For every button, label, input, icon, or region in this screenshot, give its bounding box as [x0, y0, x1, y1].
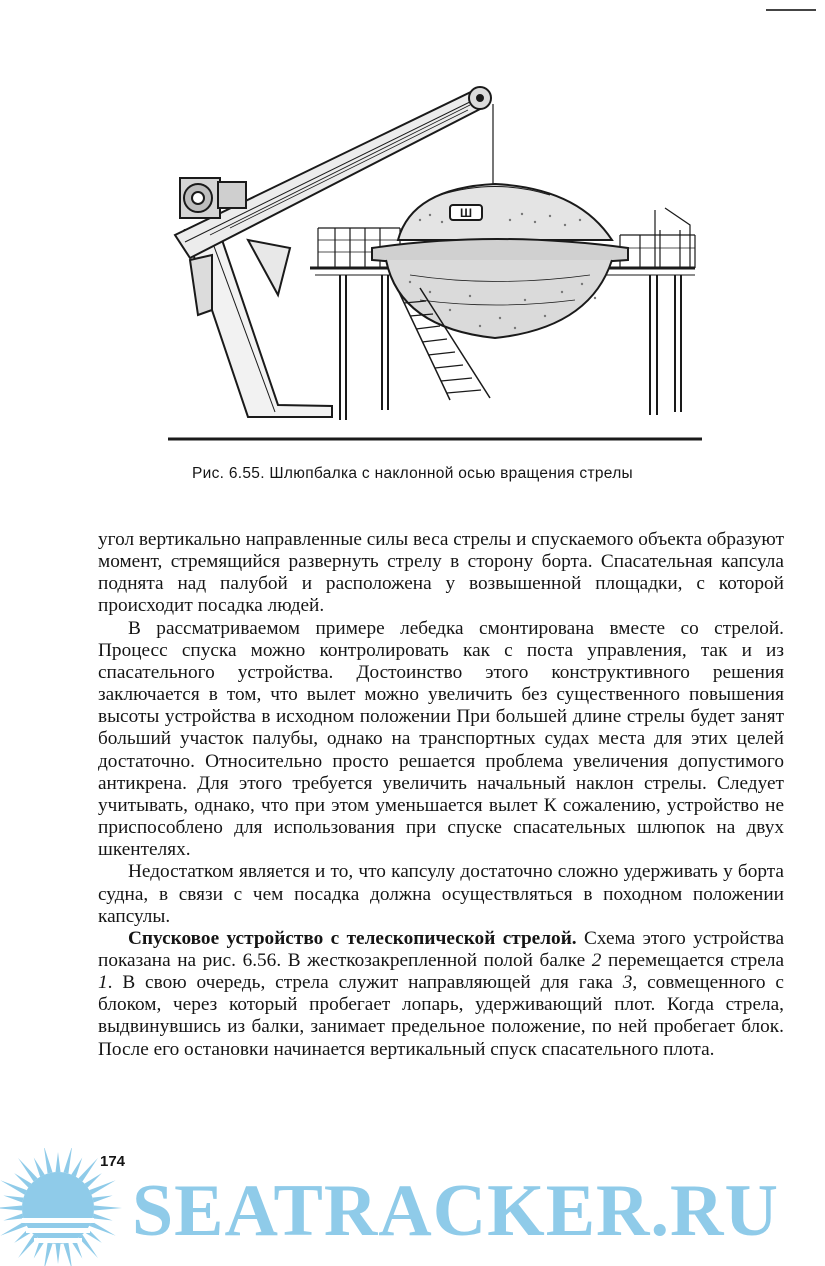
- text-run: 3: [622, 972, 633, 994]
- text-run: В рассматриваемом примере лебедка смонтирована вместе со стрелой. Процесс спуска можно контролировать как с поста управления, так и из спасательного устройства. Достоинство этого конструктивного решения заключается в том, что вылет можно увеличить без существенного повышения высоты устройства в исходном положении При большей длине стрелы будет занят больший участок палубы, однако на транспортных судах места для этих целей достаточно. Относительно просто решается проблема увеличения допустимого антикрена. Для этого требуется увеличить начальный наклон стрелы. Следует учитывать, однако, что при этом уменьшается вылет К сожалению, устройство не приспособлено для использования при спуске спасательных шлюпок на двух шкентелях.: [98, 617, 784, 861]
- paragraph-2: [98, 618, 784, 862]
- text-run: Недостатком является и то, что капсулу достаточно сложно удерживать у борта судна, в связи с чем посадка должна осуществляться в походном положении капсулы.: [98, 861, 784, 927]
- figure-caption: Рис. 6.55. Шлюпбалка с наклонной осью вращения стрелы: [191, 465, 633, 482]
- text-run: угол вертикально направленные силы веса стрелы и спускаемого объекта образуют момент, стремящийся развернуть стрелу в сторону борта. Спасательная капсула поднята над палубой и расположена у возвышенной площадки, с которой происходит посадка людей.: [98, 529, 784, 617]
- capsule-emblem: Ш: [459, 206, 473, 220]
- text-run: Схема этого устройства показана на рис. 6.56. В жесткозакрепленной полой балке: [98, 927, 784, 971]
- paragraph-4: [98, 928, 784, 1061]
- text-run: перемещается стрела: [601, 949, 785, 971]
- davit-illustration: [150, 70, 710, 450]
- page-number: 174: [100, 1153, 126, 1170]
- text-run: 2: [591, 949, 602, 971]
- sun-logo-icon: [0, 1148, 125, 1266]
- body-text: [98, 529, 784, 1061]
- text-run: . В свою очередь, стрела служит направляющей для гака: [107, 972, 623, 994]
- text-run: , совмещенного с блоком, через который пробегает лопарь, удерживающий плот. Когда стрела, выдвинувшись из балки, занимает предельное положение, по ней пробегает блок. После его остановки начинается вертикальный спуск спасательного плота.: [98, 972, 784, 1060]
- watermark-text: SEATRACKER.RU: [132, 1170, 779, 1252]
- corner-mark: [766, 9, 816, 11]
- text-run: Спусковое устройство с телескопической стрелой.: [128, 927, 577, 949]
- paragraph-1: [98, 529, 784, 618]
- paragraph-3: [98, 861, 784, 927]
- text-run: 1: [98, 972, 108, 994]
